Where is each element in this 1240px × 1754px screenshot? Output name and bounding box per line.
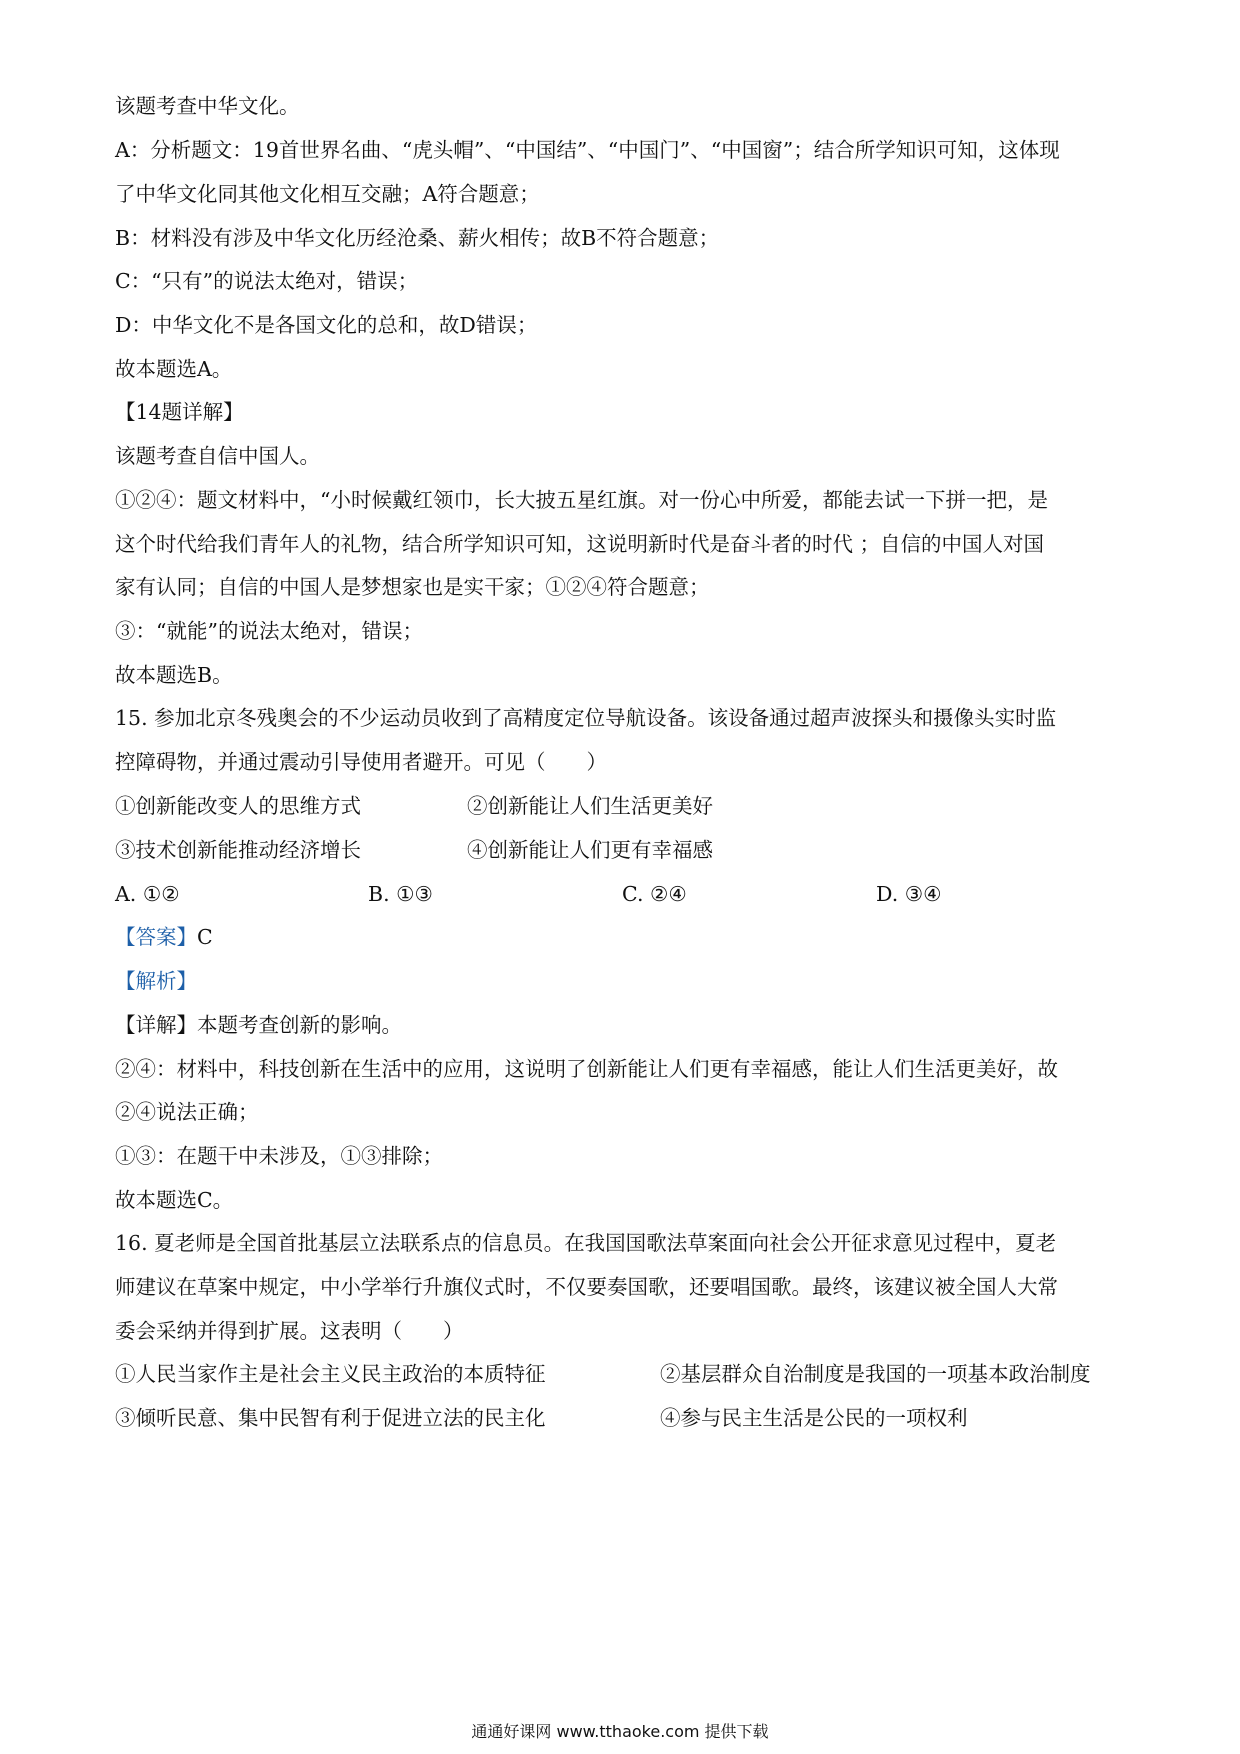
q15-option-4: ④创新能让人们更有幸福感 [467, 838, 713, 862]
section-heading: 【14题详解】 [115, 400, 244, 424]
text-line: 家有认同；自信的中国人是梦想家也是实干家；①②④符合题意； [115, 575, 710, 599]
question-15-stem: 控障碍物，并通过震动引导使用者避开。可见（ ） [115, 750, 607, 774]
question-16-stem: 委会采纳并得到扩展。这表明（ ） [115, 1319, 464, 1343]
question-15-stem: 15. 参加北京冬残奥会的不少运动员收到了高精度定位导航设备。该设备通过超声波探头和摄像头实时监 [115, 706, 1057, 730]
q15-option-2: ②创新能让人们生活更美好 [467, 794, 713, 818]
text-line: 故本题选B。 [115, 663, 233, 687]
page-footer: 通通好课网 www.tthaoke.com 提供下载 [471, 1722, 769, 1741]
answer-value: C [197, 925, 213, 949]
question-16-stem: 师建议在草案中规定，中小学举行升旗仪式时，不仅要奏国歌，还要唱国歌。最终，该建议被全国人大常 [115, 1275, 1058, 1299]
text-line: ①②④：题文材料中，“小时候戴红领巾，长大披五星红旗。对一份心中所爱，都能去试一下拼一把，是 [115, 488, 1048, 512]
text-line: 了中华文化同其他文化相互交融；A符合题意； [115, 182, 540, 206]
text-line: 【详解】本题考查创新的影响。 [115, 1013, 402, 1037]
text-line: ②④说法正确； [115, 1100, 259, 1124]
question-16-stem: 16. 夏老师是全国首批基层立法联系点的信息员。在我国国歌法草案面向社会公开征求意见过程中，夏老 [115, 1231, 1057, 1255]
text-line: 故本题选A。 [115, 357, 233, 381]
q15-choice-c: C. ②④ [622, 882, 687, 906]
q16-option-3: ③倾听民意、集中民智有利于促进立法的民主化 [115, 1406, 546, 1430]
answer-line [115, 923, 213, 951]
text-line: ③：“就能”的说法太绝对，错误； [115, 619, 423, 643]
text-line: 该题考查自信中国人。 [115, 444, 320, 468]
q16-option-2: ②基层群众自治制度是我国的一项基本政治制度 [660, 1362, 1091, 1386]
text-line: D：中华文化不是各国文化的总和，故D错误； [115, 313, 538, 337]
q15-option-1: ①创新能改变人的思维方式 [115, 794, 361, 818]
text-line: ②④：材料中，科技创新在生活中的应用，这说明了创新能让人们更有幸福感，能让人们生活更美好，故 [115, 1057, 1058, 1081]
text-line: A：分析题文：19首世界名曲、“虎头帽”、“中国结”、“中国门”、“中国窗”；结合所学知识可知，这体现 [115, 138, 1060, 162]
q15-choice-b: B. ①③ [368, 882, 433, 906]
q16-option-1: ①人民当家作主是社会主义民主政治的本质特征 [115, 1362, 546, 1386]
q15-option-3: ③技术创新能推动经济增长 [115, 838, 361, 862]
analysis-label: 【解析】 [115, 969, 197, 993]
q15-choice-a: A. ①② [115, 882, 180, 906]
text-line: ①③：在题干中未涉及，①③排除； [115, 1144, 443, 1168]
answer-label: 【答案】 [115, 925, 197, 949]
text-line: C：“只有”的说法太绝对，错误； [115, 269, 419, 293]
text-line: 故本题选C。 [115, 1188, 234, 1212]
text-line: B：材料没有涉及中华文化历经沧桑、薪火相传；故B不符合题意； [115, 226, 720, 250]
q16-option-4: ④参与民主生活是公民的一项权利 [660, 1406, 968, 1430]
text-line: 这个时代给我们青年人的礼物，结合所学知识可知，这说明新时代是奋斗者的时代 ；自信的中国人对国 [115, 532, 1045, 556]
text-line: 该题考查中华文化。 [115, 94, 300, 118]
q15-choice-d: D. ③④ [876, 882, 942, 906]
